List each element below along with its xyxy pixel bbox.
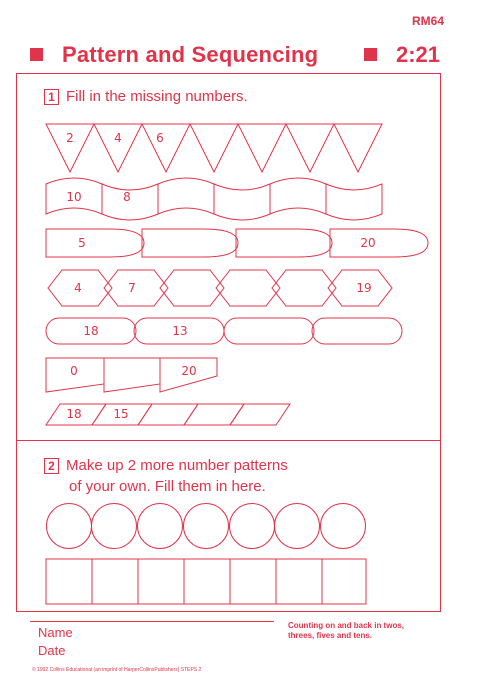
oval-shape (224, 318, 314, 344)
wedge-shape (104, 358, 160, 392)
wave-shape (270, 178, 326, 214)
bullet-label: 20 (360, 236, 376, 250)
parallelogram-shape (230, 404, 290, 425)
triangle-label: 4 (114, 131, 122, 145)
question-2-text-line1: Make up 2 more number patterns (66, 457, 288, 474)
wave-label: 10 (66, 190, 82, 204)
answer-square (92, 559, 138, 604)
wave-row (46, 178, 382, 220)
answer-circle (275, 504, 320, 549)
triangle-shape (190, 124, 238, 172)
question-2-text-line2: of your own. Fill them in here. (69, 478, 266, 495)
bullet-shape (142, 229, 238, 257)
answer-circle (92, 504, 137, 549)
wave-shape (326, 184, 382, 220)
copyright: © 1992 Collins Educational (an imprint of HarperCollinsPublishers) STEPS 2 (32, 667, 202, 673)
square-row (46, 559, 366, 604)
answer-circle (184, 504, 229, 549)
question-1-number: 1 (44, 89, 59, 105)
answer-square (138, 559, 184, 604)
answer-circle (47, 504, 92, 549)
circle-row (47, 504, 366, 549)
triangle-row (46, 124, 382, 172)
hexagon-shape (272, 270, 336, 306)
triangle-label: 6 (156, 131, 164, 145)
hexagon-label: 7 (128, 281, 136, 295)
hexagon-label: 4 (74, 281, 82, 295)
answer-circle (321, 504, 366, 549)
triangle-shape (238, 124, 286, 172)
parallelogram-shape (138, 404, 198, 425)
footnote: Counting on and back in twos, threes, fives and tens. (288, 621, 404, 640)
oval-label: 13 (172, 324, 188, 338)
parallelogram-label: 15 (113, 407, 129, 421)
oval-shape (312, 318, 402, 344)
hexagon-shape (160, 270, 224, 306)
hexagon-row (48, 270, 392, 306)
answer-square (276, 559, 322, 604)
hexagon-label: 19 (356, 281, 372, 295)
triangle-shape (286, 124, 334, 172)
answer-circle (230, 504, 275, 549)
oval-label: 18 (83, 324, 99, 338)
wedge-label: 20 (181, 364, 197, 378)
name-date-box (30, 620, 275, 666)
hexagon-shape (216, 270, 280, 306)
wave-shape (214, 184, 270, 220)
question-2-number: 2 (44, 458, 59, 474)
parallelogram-label: 18 (66, 407, 82, 421)
triangle-label: 2 (66, 131, 74, 145)
sheet-code: 2:21 (396, 42, 441, 67)
answer-square (322, 559, 366, 604)
name-label: Name (38, 625, 73, 640)
answer-circle (138, 504, 183, 549)
bullet-label: 5 (78, 236, 86, 250)
answer-square (184, 559, 230, 604)
wave-label: 8 (123, 190, 131, 204)
page-title: Pattern and Sequencing (62, 42, 319, 67)
wedge-label: 0 (70, 364, 78, 378)
wave-shape (158, 178, 214, 214)
parallelogram-shape (184, 404, 244, 425)
date-label: Date (38, 643, 66, 658)
answer-square (230, 559, 276, 604)
triangle-shape (334, 124, 382, 172)
answer-square (46, 559, 92, 604)
question-1-text: Fill in the missing numbers. (66, 88, 248, 105)
bullet-shape (236, 229, 332, 257)
resource-code: RM64 (412, 14, 445, 28)
